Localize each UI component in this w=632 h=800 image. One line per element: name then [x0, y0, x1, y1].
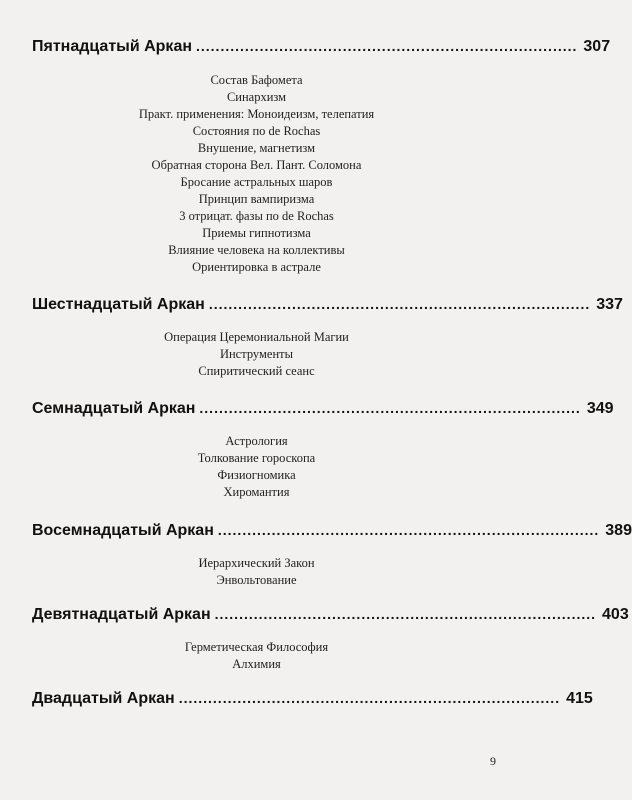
toc-subitems-17 [0, 433, 513, 501]
subitem: Бросание астральных шаров [180, 175, 333, 189]
subitem: Состояния по de Rochas [192, 124, 321, 138]
dot-leader: .............................................................................. [199, 400, 581, 416]
heading-page-number: 415 [566, 690, 593, 707]
subitem: Внушение, магнетизм [197, 141, 316, 155]
heading-page-number: 349 [586, 400, 614, 417]
heading-page-number: 389 [605, 522, 632, 539]
toc-heading-17 [32, 400, 614, 424]
toc-subitems-19 [0, 639, 513, 673]
toc-heading-18 [32, 522, 632, 546]
subitem: Обратная сторона Вел. Пант. Соломона [151, 158, 362, 172]
subitem: Герметическая Философия [184, 640, 329, 654]
subitem: Хиромантия [223, 485, 290, 499]
toc-subitems-16 [0, 329, 513, 380]
heading-page-number: 307 [583, 38, 611, 55]
toc-heading-16 [32, 296, 623, 320]
dot-leader: .............................................................................. [178, 690, 561, 706]
subitem: Алхимия [232, 657, 281, 671]
toc-subitems-18 [0, 555, 513, 589]
subitem: Ориентировка в астрале [192, 260, 321, 274]
subitem: Физиогномика [217, 468, 296, 482]
toc-subitems-15 [0, 72, 513, 276]
heading-page-number: 403 [602, 606, 629, 623]
subitem: Астрология [225, 434, 288, 448]
subitem: Спиритический сеанс [198, 364, 315, 378]
heading-title: Двадцатый Аркан [32, 690, 175, 707]
dot-leader: .............................................................................. [214, 606, 597, 622]
heading-page-number: 337 [596, 296, 623, 313]
heading-title: Пятнадцатый Аркан [32, 38, 192, 55]
subitem: Влияние человека на коллективы [168, 243, 345, 257]
dot-leader: .............................................................................. [217, 522, 600, 538]
subitem: Толкование гороскопа [197, 451, 316, 465]
heading-title: Шестнадцатый Аркан [32, 296, 205, 313]
toc-heading-15 [32, 38, 611, 62]
subitem: Инструменты [219, 347, 294, 361]
toc-heading-20 [32, 690, 593, 714]
subitem: Практ. применения: Моноидеизм, телепатия [138, 107, 375, 121]
subitem: Иерархический Закон [198, 556, 315, 570]
toc-heading-19 [32, 606, 629, 630]
subitem: Энвольтование [216, 573, 297, 587]
heading-title: Девятнадцатый Аркан [32, 606, 211, 623]
subitem: Синархизм [226, 90, 287, 104]
subitem: 3 отрицат. фазы по de Rochas [179, 209, 334, 223]
subitem: Принцип вампиризма [198, 192, 315, 206]
heading-title: Семнадцатый Аркан [32, 400, 196, 417]
dot-leader: .............................................................................. [196, 38, 578, 54]
page-folio: 9 [490, 754, 496, 768]
dot-leader: .............................................................................. [208, 296, 591, 312]
subitem: Приемы гипнотизма [202, 226, 311, 240]
subitem: Операция Церемониальной Магии [164, 330, 349, 344]
subitem: Состав Бафомета [210, 73, 303, 87]
heading-title: Восемнадцатый Аркан [32, 522, 214, 539]
